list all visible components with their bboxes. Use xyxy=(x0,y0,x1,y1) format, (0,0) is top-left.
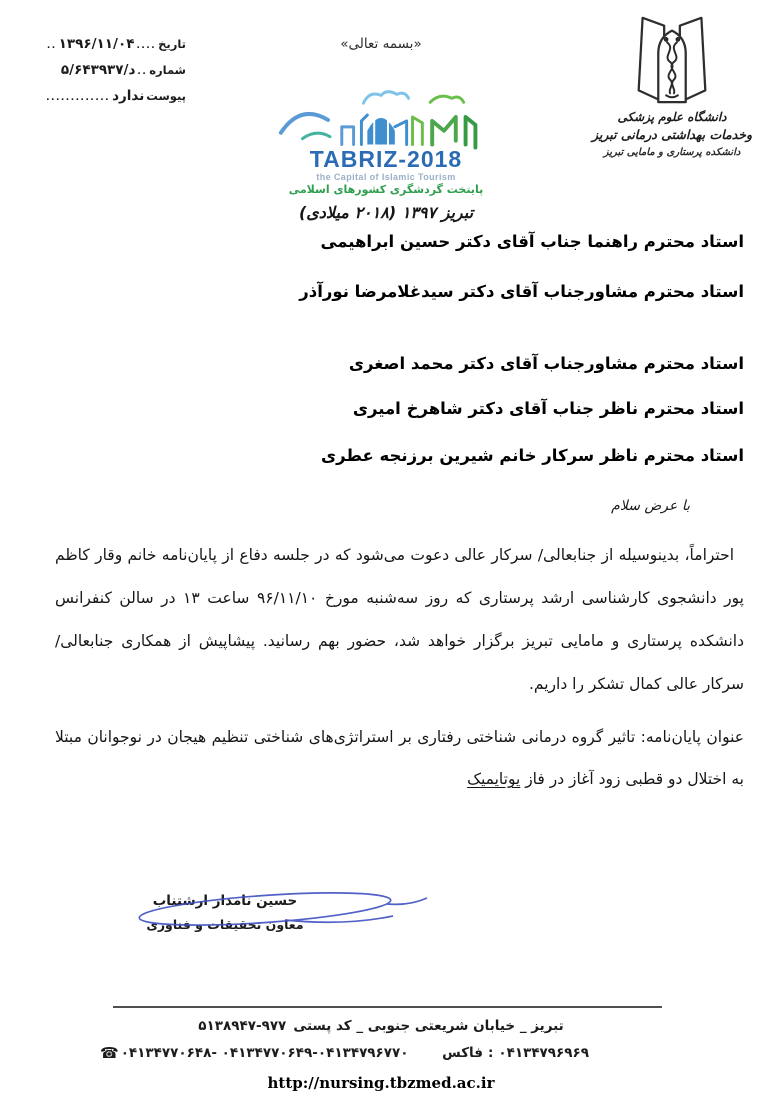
tabriz-2018-logo-block xyxy=(256,86,516,222)
footer-address-row xyxy=(0,1018,762,1034)
body-paragraph: احتراماً، بدینوسیله از جنابعالی/ سرکار عالی دعوت می‌شود که در جلسه دفاع از پایان‌نامه خانم وقار کاظم پور دانشجوی کارشناسی ارشد پرستاری که روز سه‌شنبه مورخ ۹۶/۱۱/۱۰ ساعت ۱۳ در سالن کنفرانس دانشکده پرستاری و مامایی تبریز برگزار خواهد شد، حضور بهم رسانید. پیشاپیش از همکاری جنابعالی/ سرکار عالی کمال تشکر را داریم. xyxy=(55,546,744,693)
university-book-snakes-icon xyxy=(619,10,725,108)
tabriz-skyline-icon xyxy=(273,86,499,150)
date-label: تاریخ xyxy=(158,37,186,51)
bismillah-text: «بسمه تعالی» xyxy=(340,36,422,52)
number-dots: .. xyxy=(137,67,148,77)
meta-attachment-row xyxy=(26,88,186,104)
recipient-supervisor: استاد محترم راهنما جناب آقای دکتر حسین ابراهیمی xyxy=(320,232,744,251)
date-trail-dots: .. xyxy=(46,41,57,51)
thesis-underlined-term: یوتایمیک xyxy=(467,770,521,788)
phone-icon: ☎ xyxy=(100,1043,119,1062)
signatory-title: معاون تحقیقات و فناوری xyxy=(146,917,304,932)
attachment-trail-dots: ............. xyxy=(46,93,111,103)
tabriz-year-caption: تبریز ۱۳۹۷ (۲۰۱۸ میلادی) xyxy=(298,203,474,222)
footer-postal-code: ۵۱۳۸۹۴۷-۹۷۷ xyxy=(198,1018,287,1034)
faculty-name-line: دانشکده پرستاری و مامایی تبریز xyxy=(603,147,741,158)
greeting-text: با عرض سلام xyxy=(611,498,690,514)
number-value: ۵/د/۶۴۳۹۳۷ xyxy=(60,62,136,78)
recipient-examiner-2: استاد محترم ناظر سرکار خانم شیرین برزنجه عطری xyxy=(321,446,744,465)
tabriz-2018-subtitle-fa: پایتخت گردشگری کشورهای اسلامی xyxy=(288,183,484,196)
footer-website-url: http://nursing.tbzmed.ac.ir xyxy=(267,1074,495,1092)
letter-meta-block xyxy=(26,36,186,104)
mosque-dome-shape xyxy=(367,118,395,145)
number-label: شماره xyxy=(149,63,186,77)
thesis-title-text: عنوان پایان‌نامه: تاثیر گروه درمانی شناختی رفتاری بر استراتژی‌های شناختی تنظیم هیجان در نوجوانان مبتلا به اختلال دو قطبی زود آغاز در فاز xyxy=(55,728,744,788)
signature-ink-swoosh-icon xyxy=(135,884,435,940)
university-emblem-block xyxy=(588,10,756,158)
fax-label: فاکس xyxy=(442,1045,483,1061)
footer-phones-row xyxy=(100,1045,589,1061)
footer-fax-group xyxy=(442,1045,589,1061)
footer-address-text: تبریز _ خیابان شریعتی جنوبی _ کد پستی xyxy=(293,1018,564,1034)
fax-colon: : xyxy=(487,1045,494,1061)
signatory-name: حسین نامدار ارشتناب xyxy=(152,893,298,909)
meta-date-row xyxy=(26,36,186,52)
snake-head-right xyxy=(676,37,681,42)
date-value: ۱۳۹۶/۱۱/۰۴ xyxy=(58,36,135,52)
snake-head-left xyxy=(664,37,669,42)
recipient-advisor-2: استاد محترم مشاورجناب آقای دکتر محمد اصغری xyxy=(348,354,744,373)
university-name-line2: وخدمات بهداشتی درمانی تبریز xyxy=(591,127,753,142)
tabriz-2018-title: TABRIZ-2018 xyxy=(309,146,463,172)
date-dots: .... xyxy=(136,41,157,51)
recipients-list xyxy=(55,230,744,468)
attachment-label: پیوست xyxy=(146,89,186,103)
tabriz-2018-subtitle: the Capital of Islamic Tourism xyxy=(316,172,456,182)
thesis-title-paragraph xyxy=(55,716,744,800)
signature-block xyxy=(95,893,355,932)
attachment-value: ندارد xyxy=(112,88,145,104)
recipient-advisor-1: استاد محترم مشاورجناب آقای دکتر سیدغلامرضا نورآذر xyxy=(299,282,744,301)
meta-number-row xyxy=(26,62,186,78)
fax-number: ۰۴۱۳۴۷۹۶۹۶۹ xyxy=(498,1045,589,1061)
university-name-line1: دانشگاه علوم پزشکی xyxy=(617,110,727,124)
footer-divider xyxy=(113,1006,662,1008)
recipient-examiner-1: استاد محترم ناظر جناب آقای دکتر شاهرخ امیری xyxy=(352,399,744,418)
footer-phone-numbers: ۰۴۱۳۴۷۷۰۶۴۸- ۰۴۱۳۴۷۷۰۶۴۹-۰۴۱۳۴۷۹۶۷۷۰ xyxy=(120,1045,409,1061)
